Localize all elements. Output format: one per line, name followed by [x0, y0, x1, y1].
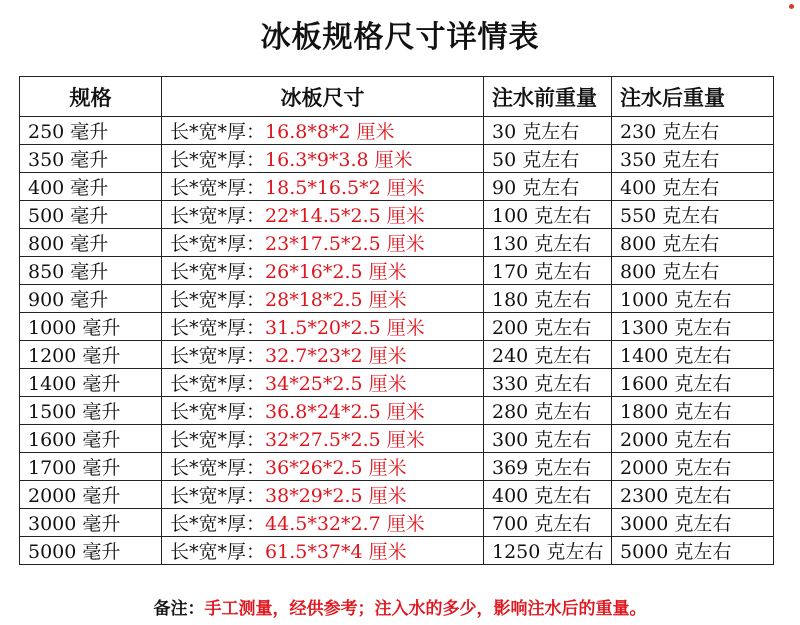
dimension-prefix: 长*宽*厚： [170, 429, 266, 451]
cell-weight-before: 50 克左右 [484, 145, 612, 173]
dimension-prefix: 长*宽*厚： [170, 345, 266, 367]
cell-spec: 1600 毫升 [20, 425, 162, 453]
dimension-prefix: 长*宽*厚： [170, 121, 266, 143]
header-weight-after: 注水后重量 [612, 77, 774, 117]
dimension-value: 32*27.5*2.5 厘米 [265, 429, 425, 451]
dimension-prefix: 长*宽*厚： [170, 317, 266, 339]
table-row [20, 341, 774, 369]
cell-dimensions [162, 173, 484, 201]
cell-spec: 5000 毫升 [20, 537, 162, 565]
cell-weight-before: 240 克左右 [484, 341, 612, 369]
dimension-prefix: 长*宽*厚： [170, 513, 266, 535]
cell-weight-before: 1250 克左右 [484, 537, 612, 565]
cell-spec: 2000 毫升 [20, 481, 162, 509]
dimension-prefix: 长*宽*厚： [170, 289, 266, 311]
cell-dimensions [162, 481, 484, 509]
dimension-prefix: 长*宽*厚： [170, 541, 266, 563]
table-row [20, 201, 774, 229]
table-row [20, 453, 774, 481]
dimension-value: 34*25*2.5 厘米 [265, 373, 407, 395]
cell-weight-before: 200 克左右 [484, 313, 612, 341]
cell-dimensions [162, 285, 484, 313]
table-row [20, 257, 774, 285]
cell-weight-before: 170 克左右 [484, 257, 612, 285]
table-row [20, 285, 774, 313]
dimension-value: 61.5*37*4 厘米 [265, 541, 407, 563]
cell-weight-after: 230 克左右 [612, 117, 774, 145]
header-spec: 规格 [20, 77, 162, 117]
cell-weight-before: 330 克左右 [484, 369, 612, 397]
cell-weight-after: 1800 克左右 [612, 397, 774, 425]
footnote [0, 594, 800, 619]
cell-dimensions [162, 425, 484, 453]
dimension-value: 32.7*23*2 厘米 [265, 345, 407, 367]
table-row [20, 369, 774, 397]
cell-spec: 1000 毫升 [20, 313, 162, 341]
table-row [20, 509, 774, 537]
cell-weight-before: 30 克左右 [484, 117, 612, 145]
dimension-prefix: 长*宽*厚： [170, 401, 266, 423]
spec-table [19, 76, 774, 565]
cell-dimensions [162, 509, 484, 537]
cell-weight-before: 180 克左右 [484, 285, 612, 313]
cell-dimensions [162, 229, 484, 257]
dimension-value: 38*29*2.5 厘米 [265, 485, 407, 507]
cell-weight-after: 2000 克左右 [612, 425, 774, 453]
cell-spec: 1700 毫升 [20, 453, 162, 481]
cell-spec: 900 毫升 [20, 285, 162, 313]
cell-spec: 800 毫升 [20, 229, 162, 257]
cell-weight-before: 700 克左右 [484, 509, 612, 537]
cell-weight-after: 1300 克左右 [612, 313, 774, 341]
cell-weight-after: 1400 克左右 [612, 341, 774, 369]
cell-spec: 350 毫升 [20, 145, 162, 173]
cell-weight-after: 5000 克左右 [612, 537, 774, 565]
dimension-value: 22*14.5*2.5 厘米 [265, 205, 425, 227]
cell-weight-after: 2300 克左右 [612, 481, 774, 509]
table-row [20, 425, 774, 453]
table-row [20, 481, 774, 509]
cell-dimensions [162, 369, 484, 397]
dimension-value: 36.8*24*2.5 厘米 [265, 401, 425, 423]
cell-weight-after: 2000 克左右 [612, 453, 774, 481]
dimension-value: 16.8*8*2 厘米 [265, 121, 395, 143]
header-weight-before: 注水前重量 [484, 77, 612, 117]
cell-weight-after: 800 克左右 [612, 257, 774, 285]
cell-weight-after: 550 克左右 [612, 201, 774, 229]
table-header-row [20, 77, 774, 117]
cell-dimensions [162, 453, 484, 481]
cell-weight-before: 300 克左右 [484, 425, 612, 453]
cell-spec: 3000 毫升 [20, 509, 162, 537]
header-dimensions: 冰板尺寸 [162, 77, 484, 117]
table-row [20, 537, 774, 565]
cell-weight-after: 350 克左右 [612, 145, 774, 173]
cell-weight-after: 1600 克左右 [612, 369, 774, 397]
cell-dimensions [162, 397, 484, 425]
cell-weight-after: 800 克左右 [612, 229, 774, 257]
cell-dimensions [162, 257, 484, 285]
cell-spec: 1200 毫升 [20, 341, 162, 369]
cell-spec: 1400 毫升 [20, 369, 162, 397]
cell-weight-after: 3000 克左右 [612, 509, 774, 537]
dimension-prefix: 长*宽*厚： [170, 149, 266, 171]
dimension-value: 44.5*32*2.7 厘米 [265, 513, 425, 535]
cell-weight-before: 90 克左右 [484, 173, 612, 201]
dimension-prefix: 长*宽*厚： [170, 205, 266, 227]
table-row [20, 145, 774, 173]
cell-weight-before: 130 克左右 [484, 229, 612, 257]
cell-spec: 1500 毫升 [20, 397, 162, 425]
cell-dimensions [162, 313, 484, 341]
dimension-prefix: 长*宽*厚： [170, 373, 266, 395]
table-row [20, 397, 774, 425]
dimension-value: 26*16*2.5 厘米 [265, 261, 407, 283]
table-row [20, 117, 774, 145]
cell-spec: 850 毫升 [20, 257, 162, 285]
cell-weight-before: 100 克左右 [484, 201, 612, 229]
dimension-prefix: 长*宽*厚： [170, 457, 266, 479]
cell-weight-before: 369 克左右 [484, 453, 612, 481]
cell-weight-before: 400 克左右 [484, 481, 612, 509]
cell-dimensions [162, 537, 484, 565]
cell-dimensions [162, 145, 484, 173]
dimension-value: 36*26*2.5 厘米 [265, 457, 407, 479]
dimension-value: 16.3*9*3.8 厘米 [265, 149, 413, 171]
page-title: 冰板规格尺寸详情表 [260, 20, 540, 55]
cell-dimensions [162, 117, 484, 145]
dimension-value: 28*18*2.5 厘米 [265, 289, 407, 311]
cell-spec: 400 毫升 [20, 173, 162, 201]
table-row [20, 229, 774, 257]
footnote-label: 备注： [153, 599, 205, 619]
footnote-text: 手工测量，经供参考；注入水的多少，影响注水后的重量。 [204, 599, 647, 619]
table-row [20, 313, 774, 341]
cell-spec: 250 毫升 [20, 117, 162, 145]
dimension-value: 31.5*20*2.5 厘米 [265, 317, 425, 339]
cell-weight-before: 280 克左右 [484, 397, 612, 425]
dimension-prefix: 长*宽*厚： [170, 261, 266, 283]
corner-dot-icon [789, 4, 794, 9]
cell-dimensions [162, 341, 484, 369]
cell-spec: 500 毫升 [20, 201, 162, 229]
dimension-prefix: 长*宽*厚： [170, 485, 266, 507]
dimension-prefix: 长*宽*厚： [170, 233, 266, 255]
table-body [20, 117, 774, 565]
cell-weight-after: 400 克左右 [612, 173, 774, 201]
cell-dimensions [162, 201, 484, 229]
table-row [20, 173, 774, 201]
dimension-value: 18.5*16.5*2 厘米 [265, 177, 425, 199]
cell-weight-after: 1000 克左右 [612, 285, 774, 313]
dimension-prefix: 长*宽*厚： [170, 177, 266, 199]
dimension-value: 23*17.5*2.5 厘米 [265, 233, 425, 255]
